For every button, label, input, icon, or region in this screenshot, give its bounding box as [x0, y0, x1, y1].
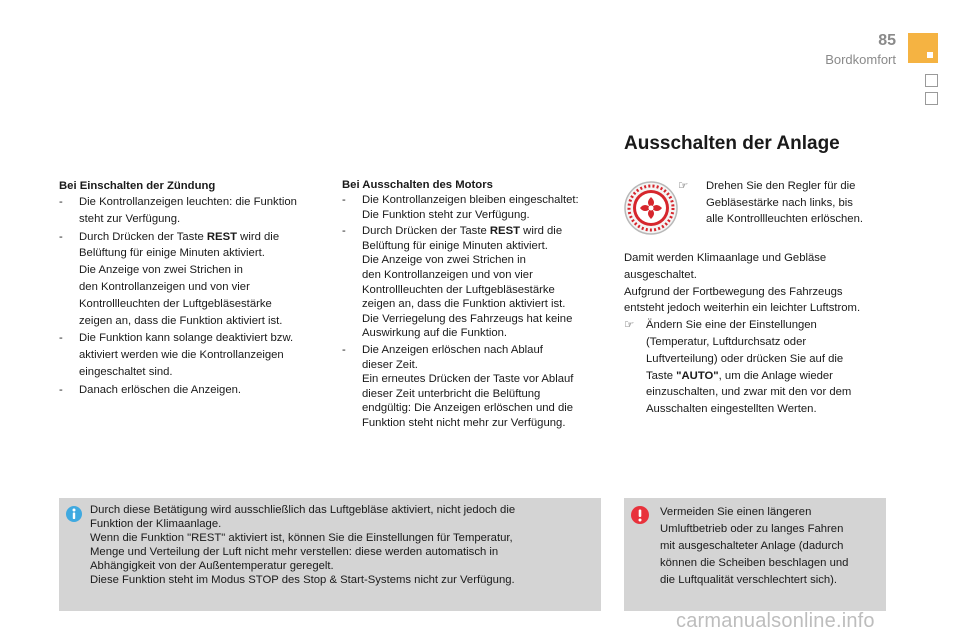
- tab-marker: [927, 52, 933, 58]
- knob-instruction: ☞ Drehen Sie den Regler für die Gebläsestärke nach links, bis alle Kontrollleuchten erlöschen.: [678, 180, 863, 225]
- info-icon: [66, 506, 82, 522]
- section-heading: Ausschalten der Anlage: [624, 133, 840, 154]
- section-title: Bordkomfort: [825, 52, 896, 67]
- ignition-on-heading: Bei Einschalten der Zündung: [59, 180, 216, 192]
- list-item: - Durch Drücken der Taste REST wird die Belüftung für einige Minuten aktiviert. Die Anzeige von zwei Strichen in den Kontrollanzeigen und von vier Kontrollleuchten der Luftgebläsestärke zeigen an, dass die Funktion aktiviert ist. Die Verriegelung des Fahrzeugs hat keine Auswirkung auf die Funktion.: [342, 225, 573, 340]
- engine-off-section: [342, 178, 607, 433]
- list-item: - Die Kontrollanzeigen leuchten: die Funktion steht zur Verfügung.: [59, 196, 297, 225]
- list-item: - Die Kontrollanzeigen bleiben eingeschaltet: Die Funktion steht zur Verfügung.: [342, 194, 579, 221]
- list-item: - Die Anzeigen erlöschen nach Ablauf dieser Zeit. Ein erneutes Drücken der Taste vor Ablauf dieser Zeit unterbricht die Belüftung endgültig: Die Anzeigen erlöschen und die Funktion steht nicht mehr zur Verfügung.: [342, 343, 574, 429]
- section-tab: [908, 33, 938, 63]
- engine-off-heading: Bei Ausschalten des Motors: [342, 179, 493, 191]
- switch-off-description: Damit werden Klimaanlage und Gebläse ausgeschaltet. Aufgrund der Fortbewegung des Fahrzeugs entsteht jedoch weiterhin ein leichter Luftstrom. ☞ Ändern Sie eine der Einstellungen (Temperatur, Luftdurchsatz oder Luftverteilung) oder drücken Sie auf die Taste "AUTO", um die Anlage wieder einzuschalten, und zwar mit den vor dem Ausschalten eingestellten Werten.: [624, 250, 894, 418]
- fan-knob-icon: [622, 179, 680, 237]
- list-item: - Die Funktion kann solange deaktiviert bzw. aktiviert werden wie die Kontrollanzeigen eingeschaltet sind.: [59, 332, 294, 378]
- nav-square-2: [925, 92, 938, 105]
- watermark: carmanualsonline.info: [676, 610, 875, 632]
- info-text: Durch diese Betätigung wird ausschließlich das Luftgebläse aktiviert, nicht jedoch die Funktion der Klimaanlage. Wenn die Funktion "REST" aktiviert ist, können Sie die Einstellungen für Temperatur, Menge und Verteilung der Luft nicht mehr verstellen: diese werden automatisch in Abhängigkeit von der Außentemperatur geregelt. Diese Funktion steht im Modus STOP des Stop & Start-Systems nicht zur Verfügung.: [90, 504, 516, 586]
- warning-box: [624, 498, 886, 611]
- list-item: - Durch Drücken der Taste REST wird die Belüftung für einige Minuten aktiviert. Die Anzeige von zwei Strichen in den Kontrollanzeigen und von vier Kontrollleuchten der Luftgebläsestärke zeigen an, dass die Funktion aktiviert ist.: [59, 230, 283, 327]
- info-box: [59, 498, 601, 611]
- ignition-on-section: [59, 178, 321, 400]
- pointer-icon: ☞: [678, 180, 689, 192]
- list-item: - Danach erlöschen die Anzeigen.: [59, 383, 242, 396]
- nav-square-1: [925, 74, 938, 87]
- page-number: 85: [878, 32, 896, 49]
- warning-icon: [631, 506, 649, 524]
- pointer-icon: ☞: [624, 319, 635, 332]
- warning-text: Vermeiden Sie einen längeren Umluftbetrieb oder zu langes Fahren mit ausgeschalteter Anlage (dadurch können die Scheiben beschlagen und die Luftqualität verschlechtert sich).: [660, 506, 849, 586]
- reactivate-instruction: ☞ Ändern Sie eine der Einstellungen (Temperatur, Luftdurchsatz oder Luftverteilung) oder drücken Sie auf die Taste "AUTO", um die Anlage wieder einzuschalten, und zwar mit den vor dem Ausschalten eingestellten Werten.: [624, 319, 852, 416]
